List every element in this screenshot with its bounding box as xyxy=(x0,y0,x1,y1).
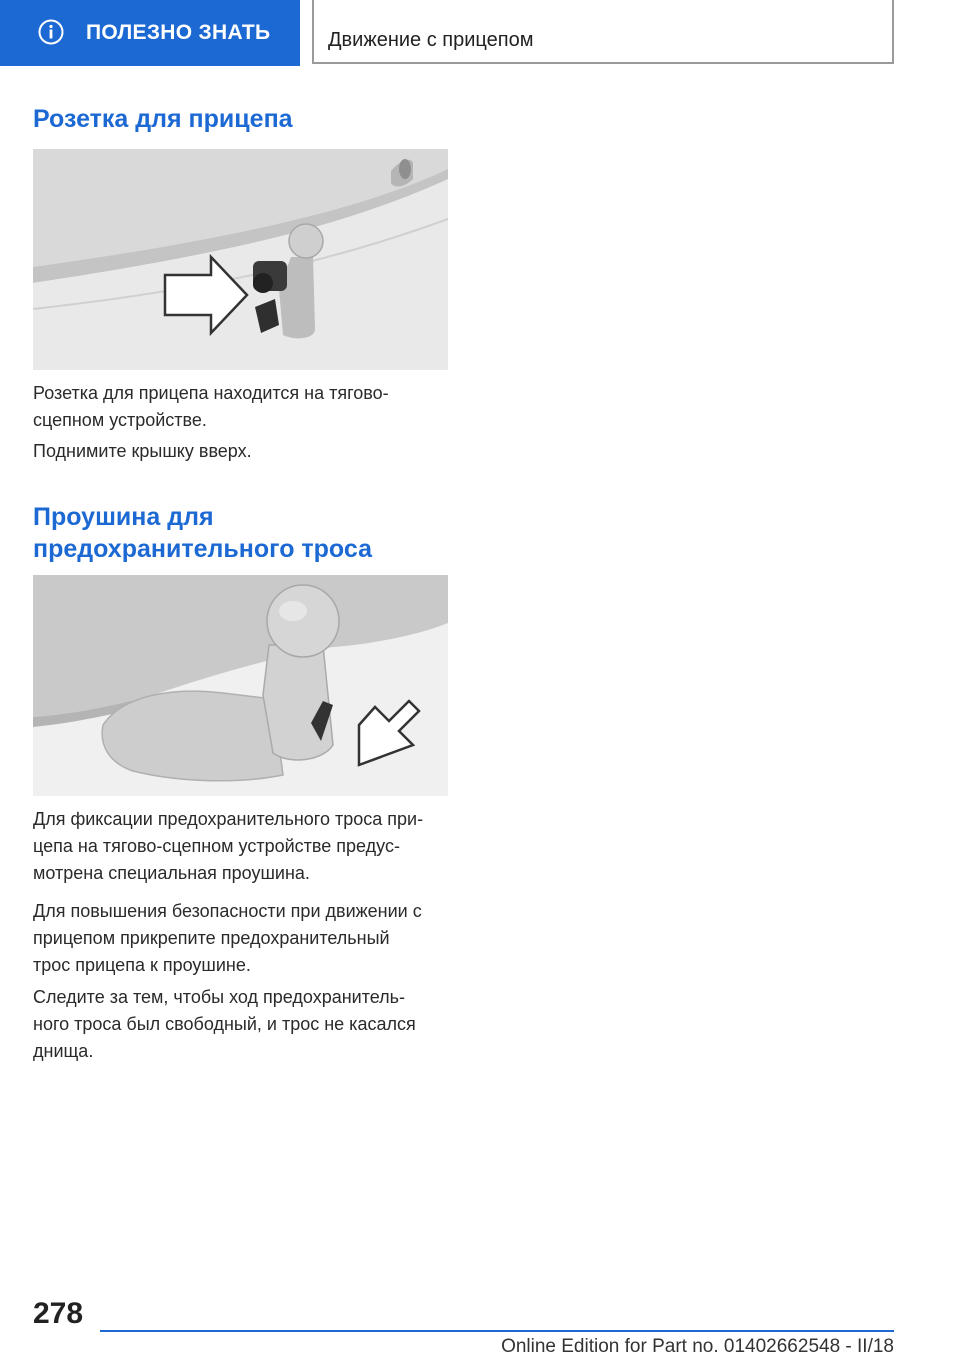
paragraph: Следите за тем, чтобы ход предохранитель- ного троса был свободный, и трос не касался днища. xyxy=(33,987,416,1061)
footer-divider xyxy=(100,1330,894,1332)
header-tab-label: ПОЛЕЗНО ЗНАТЬ xyxy=(86,21,271,44)
trailer-socket-illustration xyxy=(33,149,448,370)
paragraph: Розетка для прицепа находится на тягово- сцепном устройстве. xyxy=(33,383,389,430)
edition-text: Online Edition for Part no. 01402662548 - II/18 xyxy=(501,1336,894,1357)
paragraph: Поднимите крышку вверх. xyxy=(33,441,252,461)
safety-cable-eye-illustration xyxy=(33,575,448,796)
paragraph: Для фиксации предохранительного троса при- цепа на тягово-сцепном устройстве предус- мотрена специальная проушина. xyxy=(33,809,424,883)
page-number: 278 xyxy=(33,1297,84,1330)
paragraph: Для повышения безопасности при движении с прицепом прикрепите предохранительный трос прицепа к проушине. xyxy=(33,901,422,975)
chapter-header xyxy=(312,0,894,64)
section-heading-trailer-socket: Розетка для прицепа xyxy=(33,105,293,133)
info-icon xyxy=(38,19,64,45)
section-heading-safety-cable-eye: Проушина для предохранительного троса xyxy=(33,503,372,563)
header-tab xyxy=(0,0,300,66)
chapter-title: Движение с прицепом xyxy=(328,29,534,51)
